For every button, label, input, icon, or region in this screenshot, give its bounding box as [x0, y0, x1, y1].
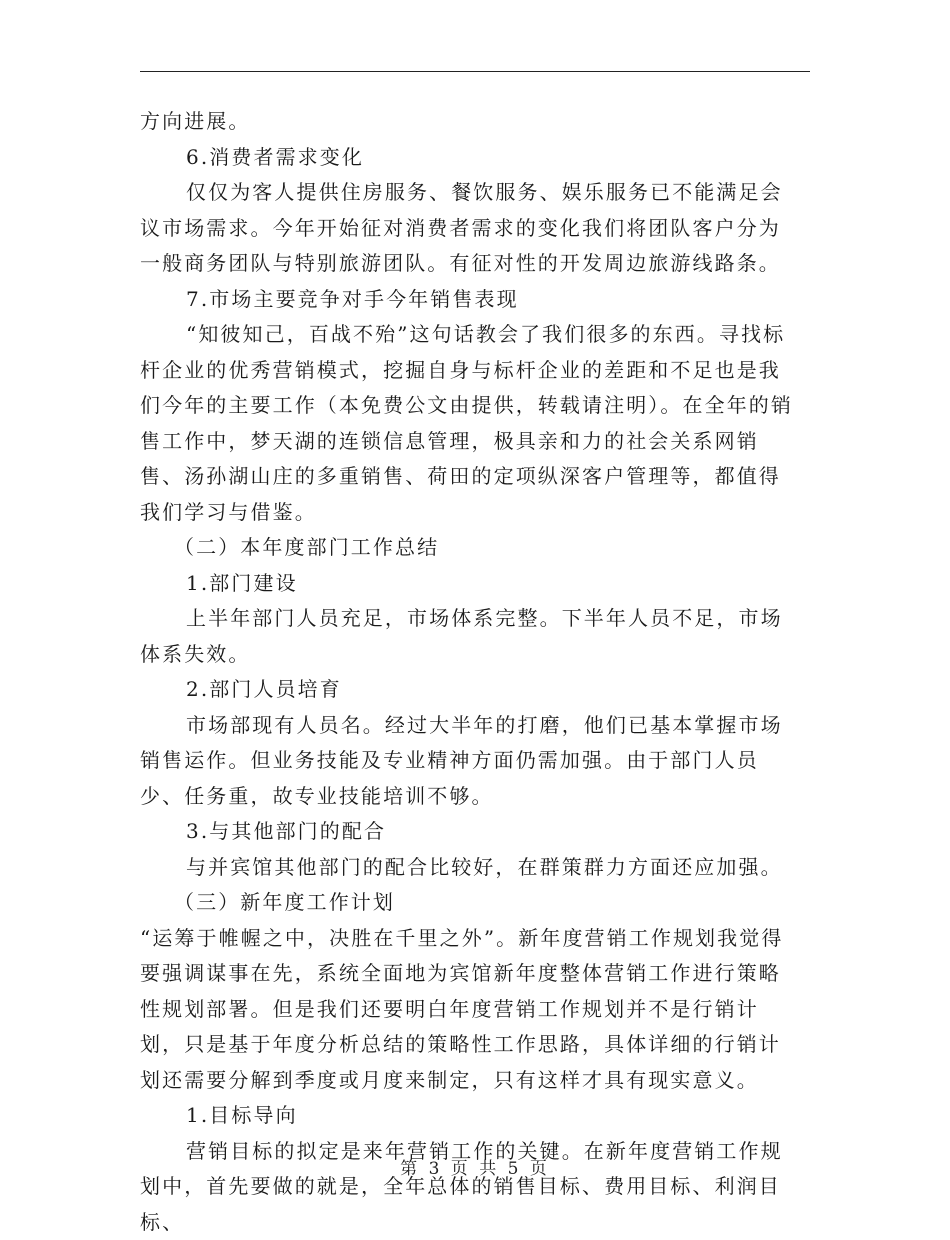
body-paragraph: 仅仅为客人提供住房服务、餐饮服务、娱乐服务已不能满足会议市场需求。今年开始征对消费者需求的变化我们将团队客户分为一般商务团队与特别旅游团队。有征对性的开发周边旅游线路条。: [140, 175, 800, 282]
body-paragraph: 市场部现有人员名。经过大半年的打磨，他们已基本掌握市场销售运作。但业务技能及专业精神方面仍需加强。由于部门人员少、任务重，故专业技能培训不够。: [140, 708, 800, 815]
body-paragraph: 营销目标的拟定是来年营销工作的关键。在新年度营销工作规划中，首先要做的就是，全年总体的销售目标、费用目标、利润目标、: [140, 1134, 800, 1240]
section-heading: 7.市场主要竞争对手今年销售表现: [140, 282, 800, 318]
body-paragraph: “知彼知己，百战不殆”这句话教会了我们很多的东西。寻找标杆企业的优秀营销模式，挖掘自身与标杆企业的差距和不足也是我们今年的主要工作（本免费公文由提供，转载请注明）。在全年的销售工作中，梦天湖的连锁信息管理，极具亲和力的社会关系网销售、汤孙湖山庄的多重销售、荷田的定项纵深客户管理等，都值得我们学习与借鉴。: [140, 317, 800, 530]
section-heading: 1.部门建设: [140, 566, 800, 602]
body-paragraph: 方向进展。: [140, 104, 800, 140]
section-heading: （三）新年度工作计划: [140, 885, 800, 921]
body-paragraph: 与并宾馆其他部门的配合比较好，在群策群力方面还应加强。: [140, 850, 800, 886]
section-heading: 1.目标导向: [140, 1098, 800, 1134]
page-footer: 第 3 页 共 5 页: [0, 1154, 950, 1179]
section-heading: 2.部门人员培育: [140, 672, 800, 708]
document-body: [140, 104, 800, 1240]
section-heading: 3.与其他部门的配合: [140, 814, 800, 850]
body-paragraph: 上半年部门人员充足，市场体系完整。下半年人员不足，市场体系失效。: [140, 601, 800, 672]
header-rule: [140, 71, 810, 72]
section-heading: 6.消费者需求变化: [140, 140, 800, 176]
section-heading: （二）本年度部门工作总结: [140, 530, 800, 566]
body-paragraph: “运筹于帷幄之中，决胜在千里之外”。新年度营销工作规划我觉得要强调谋事在先，系统全面地为宾馆新年度整体营销工作进行策略性规划部署。但是我们还要明白年度营销工作规划并不是行销计划，只是基于年度分析总结的策略性工作思路，具体详细的行销计划还需要分解到季度或月度来制定，只有这样才具有现实意义。: [140, 921, 800, 1099]
